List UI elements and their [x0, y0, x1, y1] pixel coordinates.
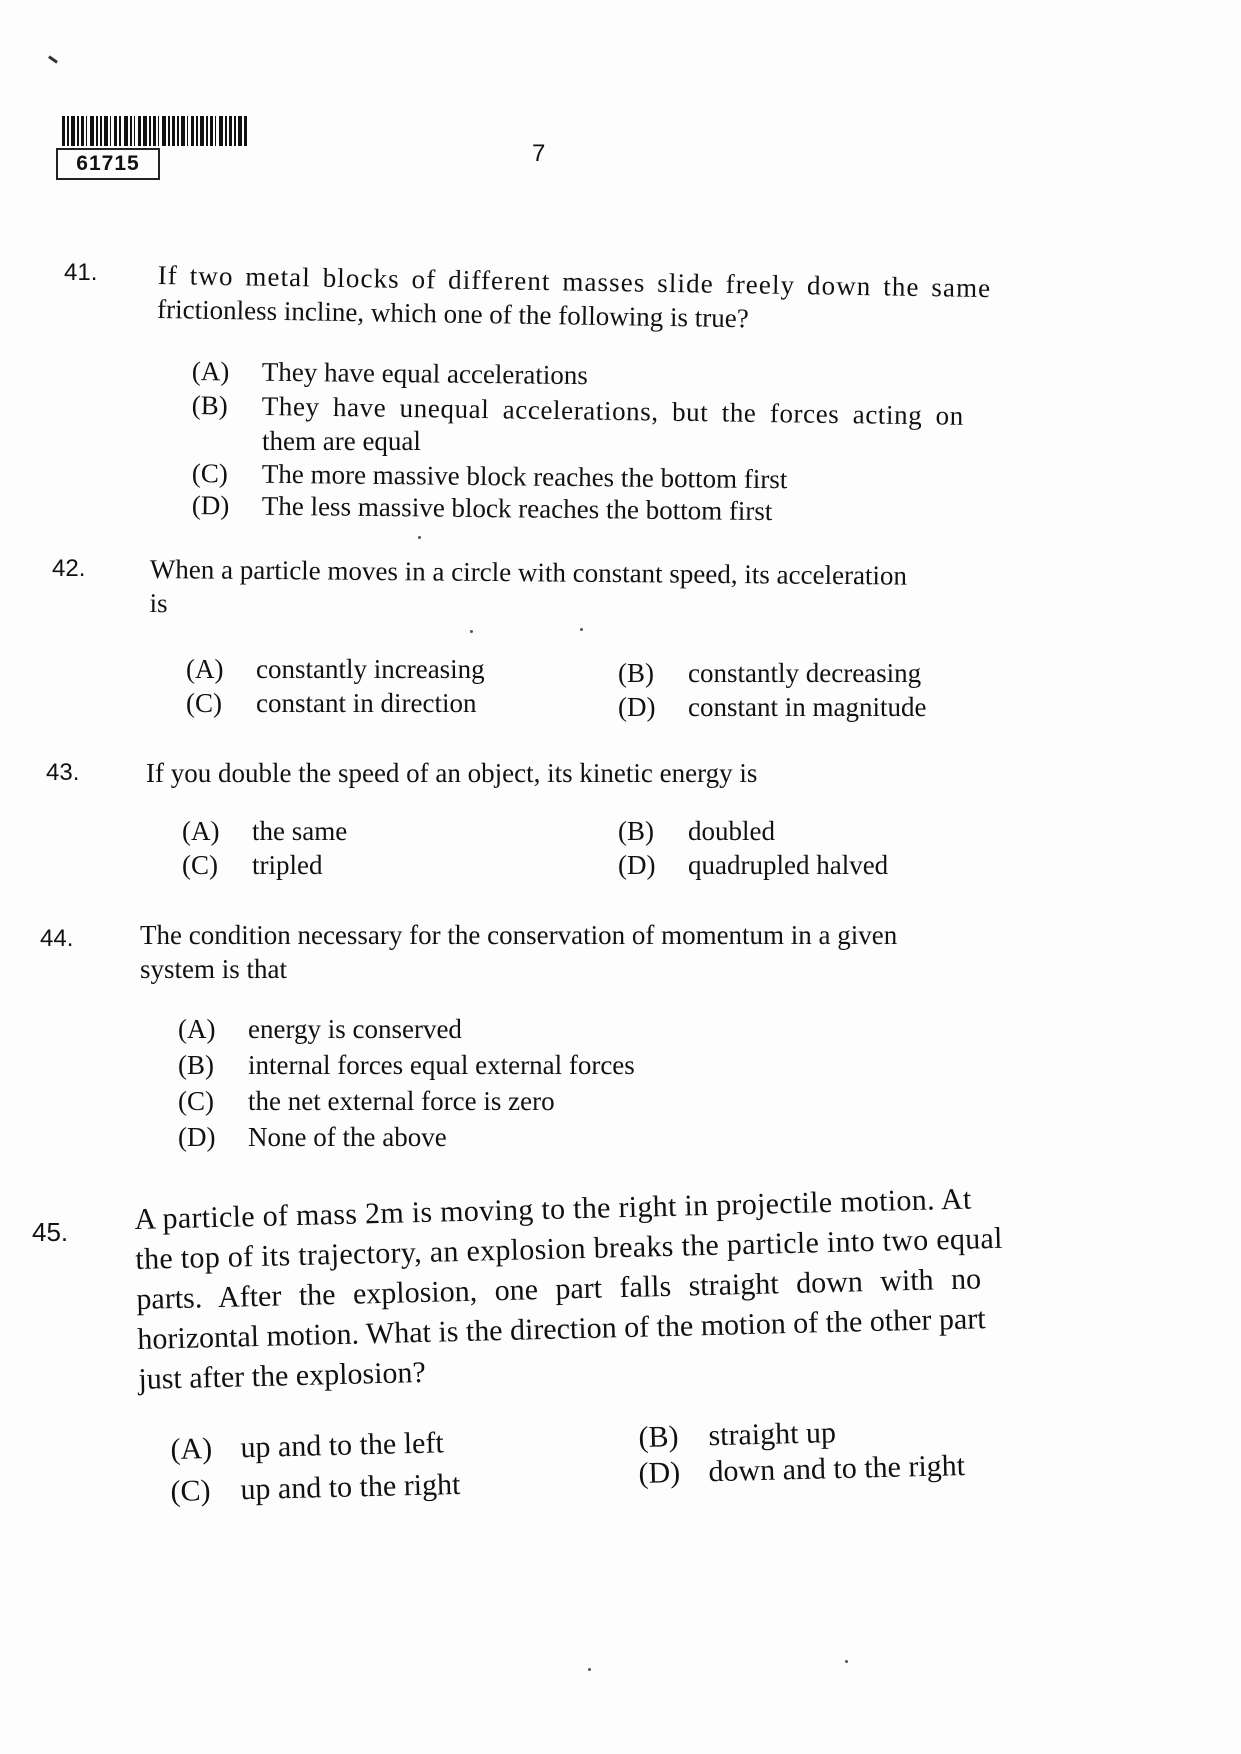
question-stem	[146, 756, 1026, 790]
scan-speck	[580, 628, 583, 631]
option-label: (B)	[618, 658, 654, 688]
option-label: (D)	[618, 850, 656, 880]
page-number: 7	[532, 140, 546, 167]
stem-line: horizontal motion. What is the direction of the motion of the other part	[137, 1302, 986, 1356]
option-text: down and to the right	[708, 1449, 966, 1489]
option-c[interactable]	[182, 848, 322, 882]
option-c[interactable]	[186, 686, 476, 720]
option-text: They have equal accelerations	[261, 356, 589, 391]
option-text: constantly decreasing	[688, 658, 922, 688]
option-label: (C)	[182, 850, 218, 880]
option-label: (C)	[178, 1086, 214, 1116]
question-number: 44.	[40, 925, 74, 952]
option-label: (C)	[170, 1474, 211, 1508]
option-text: None of the above	[248, 1122, 447, 1152]
question-stem	[149, 552, 1030, 628]
stem-line: is	[149, 587, 168, 619]
option-text: tripled	[252, 850, 323, 880]
option-text: up and to the right	[240, 1467, 461, 1507]
option-b[interactable]	[178, 1048, 635, 1082]
option-text: the same	[252, 816, 348, 846]
option-label: (A)	[186, 654, 224, 684]
option-label: (C)	[186, 688, 222, 718]
option-d[interactable]	[178, 1120, 447, 1154]
question-number: 42.	[52, 555, 86, 582]
paper-code: 61715	[56, 148, 160, 180]
option-c[interactable]	[178, 1084, 555, 1118]
option-label: (A)	[191, 355, 230, 387]
stem-line: the top of its trajectory, an explosion breaks the particle into two equal	[135, 1221, 1004, 1276]
option-d[interactable]	[192, 488, 773, 528]
option-text: quadrupled halved	[688, 850, 889, 880]
option-text: the net external force is zero	[248, 1086, 555, 1116]
stem-line: The condition necessary for the conservation of momentum in a given	[140, 920, 898, 950]
option-a[interactable]	[186, 652, 485, 686]
option-text: constantly increasing	[256, 654, 485, 684]
option-text: The more massive block reaches the bottom first	[261, 458, 788, 495]
option-label: (D)	[191, 489, 230, 521]
stem-line: frictionless incline, which one of the following is true?	[156, 293, 749, 334]
question-stem	[157, 258, 1008, 339]
stem-line: parts. After the explosion, one part falls straight down with no	[136, 1262, 982, 1316]
option-a[interactable]	[170, 1423, 444, 1470]
option-b[interactable]	[618, 814, 775, 848]
question-stem	[140, 918, 1040, 986]
scan-mark	[48, 55, 58, 63]
option-c[interactable]	[170, 1465, 461, 1512]
scan-speck	[588, 1668, 591, 1671]
option-text: straight up	[708, 1416, 837, 1453]
option-d[interactable]	[618, 848, 888, 882]
option-a[interactable]	[182, 814, 347, 848]
option-text: doubled	[688, 816, 775, 846]
stem-line: If two metal blocks of different masses slide freely down the same	[157, 259, 992, 304]
question-stem	[134, 1177, 1079, 1400]
option-text: energy is conserved	[248, 1014, 462, 1044]
option-a[interactable]	[192, 354, 588, 392]
option-label: (A)	[178, 1014, 216, 1044]
option-label: (A)	[170, 1431, 213, 1466]
stem-line: just after the explosion?	[137, 1355, 427, 1396]
stem-line: system is that	[140, 954, 287, 984]
option-label: (D)	[638, 1455, 681, 1490]
option-b-continued: them are equal	[262, 426, 421, 456]
scan-speck	[845, 1660, 848, 1663]
scan-speck	[470, 630, 473, 633]
option-label: (A)	[182, 816, 220, 846]
option-label: (D)	[618, 692, 656, 722]
question-number: 45.	[32, 1217, 69, 1247]
question-number: 43.	[46, 759, 80, 786]
option-d[interactable]	[638, 1446, 966, 1494]
option-label: (D)	[178, 1122, 216, 1152]
option-text: They have unequal accelerations, but the forces acting on	[261, 390, 965, 431]
option-text: constant in magnitude	[688, 692, 927, 722]
stem-line: A particle of mass 2m is moving to the right in projectile motion. At	[134, 1182, 972, 1236]
option-label: (B)	[618, 816, 654, 846]
option-b[interactable]	[618, 656, 921, 690]
stem-line: When a particle moves in a circle with constant speed, its acceleration	[149, 553, 908, 591]
option-text: internal forces equal external forces	[248, 1050, 635, 1080]
barcode-icon	[62, 116, 248, 146]
stem-line: If you double the speed of an object, its kinetic energy is	[146, 758, 758, 788]
option-text: up and to the left	[240, 1426, 445, 1465]
option-label: (B)	[638, 1420, 679, 1454]
option-label: (B)	[191, 389, 228, 421]
option-label: (B)	[178, 1050, 214, 1080]
option-a[interactable]	[178, 1012, 462, 1046]
option-text: constant in direction	[256, 688, 477, 718]
option-label: (C)	[191, 457, 228, 489]
option-text: The less massive block reaches the bottom first	[261, 490, 773, 527]
scan-speck	[418, 536, 421, 539]
question-number: 41.	[64, 259, 98, 286]
option-d[interactable]	[618, 690, 926, 724]
